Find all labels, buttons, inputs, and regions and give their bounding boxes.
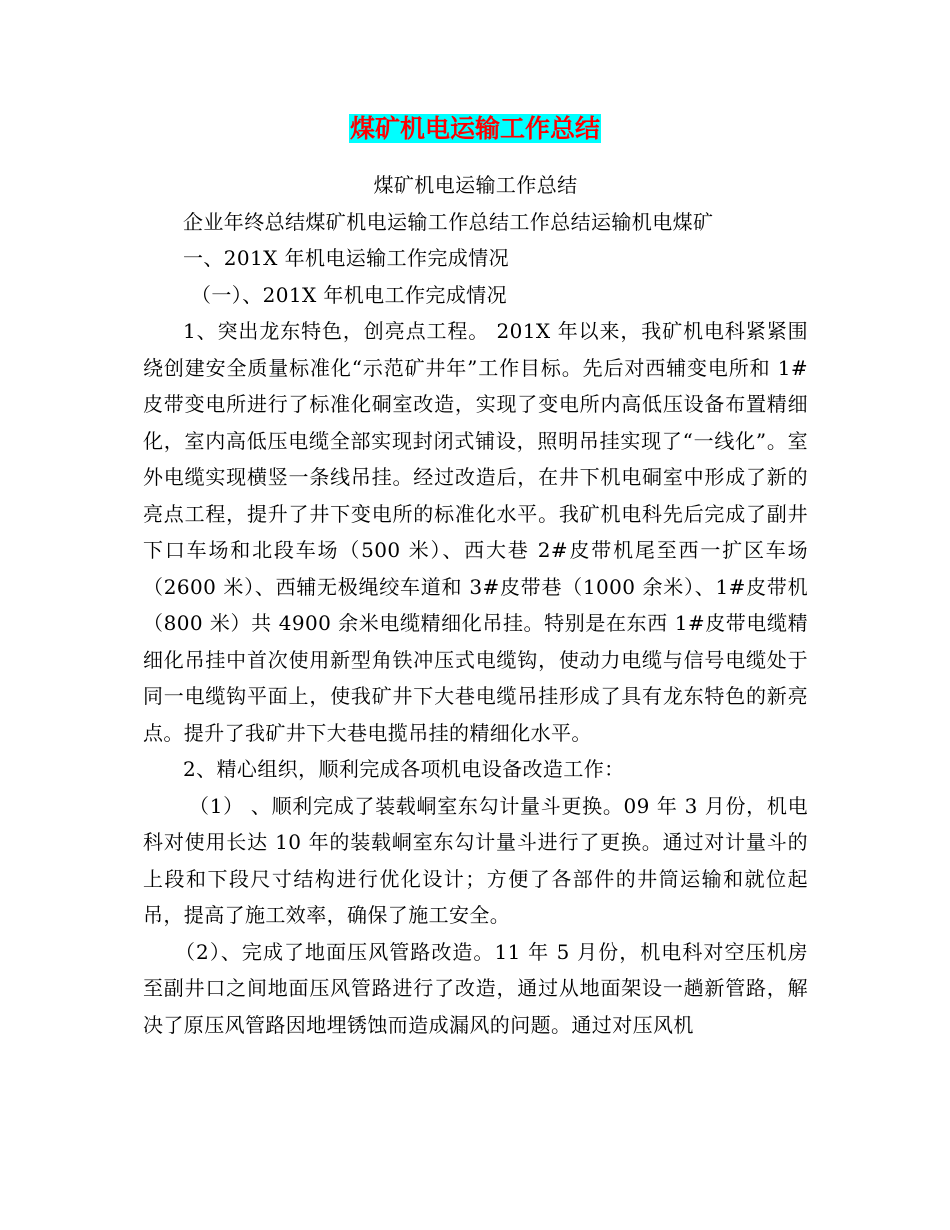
list-item-2: （2）、完成了地面压风管路改造。11 年 5 月份，机电科对空压机房至副井口之间地面压风管路进行了改造，通过从地面架设一趟新管路，解决了原压风管路因地埋锈蚀而造成漏风的问题。通过对压风机	[143, 939, 808, 1037]
document-body	[143, 167, 808, 1043]
subsection-heading-1: （一）、201X 年机电工作完成情况	[191, 282, 507, 307]
paragraph-1: 1、突出龙东特色，创亮点工程。 201X 年以来，我矿机电科紧紧围绕创建安全质量标准化“示范矿井年”工作目标。先后对西辅变电所和 1#皮带变电所进行了标准化硐室改造，实现了变电所内高低压设备布置精细化，室内高低压电缆全部实现封闭式铺设，照明吊挂实现了“一线化”。室外电缆实现横竖一条线吊挂。经过改造后，在井下机电硐室中形成了新的亮点工程，提升了井下变电所的标准化水平。我矿机电科先后完成了副井下口车场和北段车场（500 米）、西大巷 2#皮带机尾至西一扩区车场（2600 米）、西辅无极绳绞车道和 3#皮带巷（1000 余米）、1#皮带机（800 米）共 4900 余米电缆精细化吊挂。特别是在东西 1#皮带电缆精细化吊挂中首次使用新型角铁冲压式电缆钩，使动力电缆与信号电缆处于同一电缆钩平面上，使我矿井下大巷电缆吊挂形成了具有龙东特色的新亮点。提升了我矿井下大巷电揽吊挂的精细化水平。	[143, 319, 808, 745]
document-subtitle: 煤矿机电运输工作总结	[373, 173, 578, 197]
document-title	[0, 112, 950, 146]
document-title-text: 煤矿机电运输工作总结	[349, 114, 600, 143]
list-item-1: （1） 、顺利完成了装载峒室东勾计量斗更换。09 年 3 月份，机电科对使用长达 10 年的装载峒室东勾计量斗进行了更换。通过对计量斗的上段和下段尺寸结构进行优化设计；方便了各部件的井筒运输和就位起吊，提高了施工效率，确保了施工安全。	[143, 793, 808, 927]
document-keywords: 企业年终总结煤矿机电运输工作总结工作总结运输机电煤矿	[183, 209, 714, 234]
section-heading-1: 一、201X 年机电运输工作完成情况	[183, 246, 509, 270]
paragraph-2: 2、精心组织，顺利完成各项机电设备改造工作：	[183, 757, 625, 781]
